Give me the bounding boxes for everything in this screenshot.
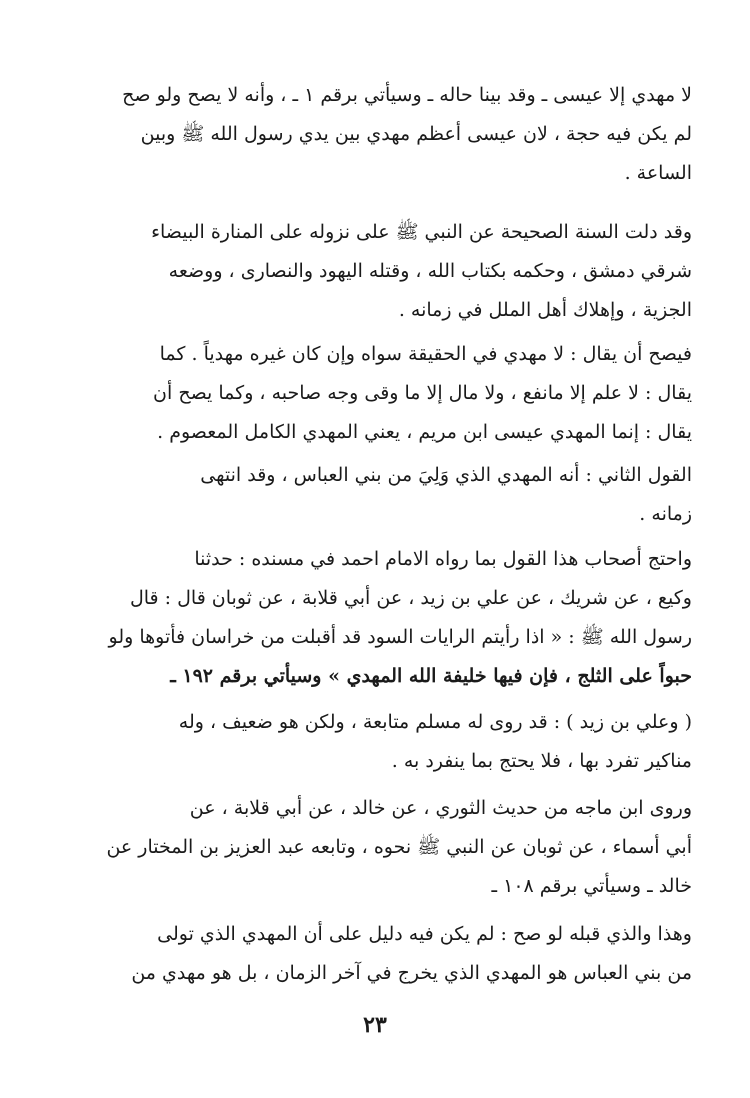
paragraph-3	[92, 335, 692, 452]
hadith-text-line: حبواً على الثلج ، فإن فيها خليفة الله المهدي » وسيأتي برقم ١٩٢ ـ	[170, 665, 692, 687]
text-line: وكيع ، عن شريك ، عن علي بن زيد ، عن أبي قلابة ، عن ثوبان قال : قال	[129, 587, 692, 609]
text-line: واحتج أصحاب هذا القول بما رواه الامام احمد في مسنده : حدثنا	[194, 548, 692, 570]
text-line: الساعة .	[624, 162, 692, 184]
text-line: وقد دلت السنة الصحيحة عن النبي ﷺ على نزوله على المنارة البيضاء	[151, 221, 692, 243]
paragraph-1	[92, 76, 692, 193]
paragraph-8	[92, 915, 692, 993]
text-line: شرقي دمشق ، وحكمه بكتاب الله ، وقتله اليهود والنصارى ، ووضعه	[168, 260, 692, 282]
text-line: مناكير تفرد بها ، فلا يحتج بما ينفرد به .	[391, 750, 692, 772]
text-line: لا مهدي إلا عيسى ـ وقد بينا حاله ـ وسيأتي برقم ١ ـ ، وأنه لا يصح ولو صح	[122, 84, 692, 106]
paragraph-7	[92, 789, 692, 906]
text-line: زمانه .	[639, 503, 692, 525]
text-line: وهذا والذي قبله لو صح : لم يكن فيه دليل على أن المهدي الذي تولى	[157, 923, 692, 945]
text-line: يقال : لا علم إلا مانفع ، ولا مال إلا ما وقى وجه صاحبه ، وكما يصح أن	[153, 382, 692, 404]
paragraph-2	[92, 213, 692, 330]
text-line: ( وعلي بن زيد ) : قد روى له مسلم متابعة ، ولكن هو ضعيف ، وله	[178, 711, 692, 733]
text-line: يقال : إنما المهدي عيسى ابن مريم ، يعني المهدي الكامل المعصوم .	[157, 421, 692, 443]
text-line: خالد ـ وسيأتي برقم ١٠٨ ـ	[491, 875, 692, 897]
hadith-text-line: رسول الله ﷺ : « اذا رأيتم الرايات السود قد أقبلت من خراسان فأتوها ولو	[108, 626, 692, 648]
text-line: من بني العباس هو المهدي الذي يخرج في آخر الزمان ، بل هو مهدي من	[131, 962, 692, 984]
paragraph-4	[92, 456, 692, 534]
text-line: فيصح أن يقال : لا مهدي في الحقيقة سواه وإن كان غيره مهدياً . كما	[159, 343, 692, 365]
text-line: وروى ابن ماجه من حديث الثوري ، عن خالد ، عن أبي قلابة ، عن	[189, 797, 692, 819]
text-line: لم يكن فيه حجة ، لان عيسى أعظم مهدي بين يدي رسول الله ﷺ وبين	[140, 123, 692, 145]
text-line: القول الثاني : أنه المهدي الذي وَلِيَ من بني العباس ، وقد انتهى	[200, 464, 692, 486]
paragraph-6	[92, 703, 692, 781]
page-number: ٢٣	[363, 1012, 387, 1038]
text-line: الجزية ، وإهلاك أهل الملل في زمانه .	[398, 299, 692, 321]
paragraph-5	[92, 540, 692, 696]
text-line: أبي أسماء ، عن ثوبان عن النبي ﷺ نحوه ، وتابعه عبد العزيز بن المختار عن	[106, 836, 692, 858]
